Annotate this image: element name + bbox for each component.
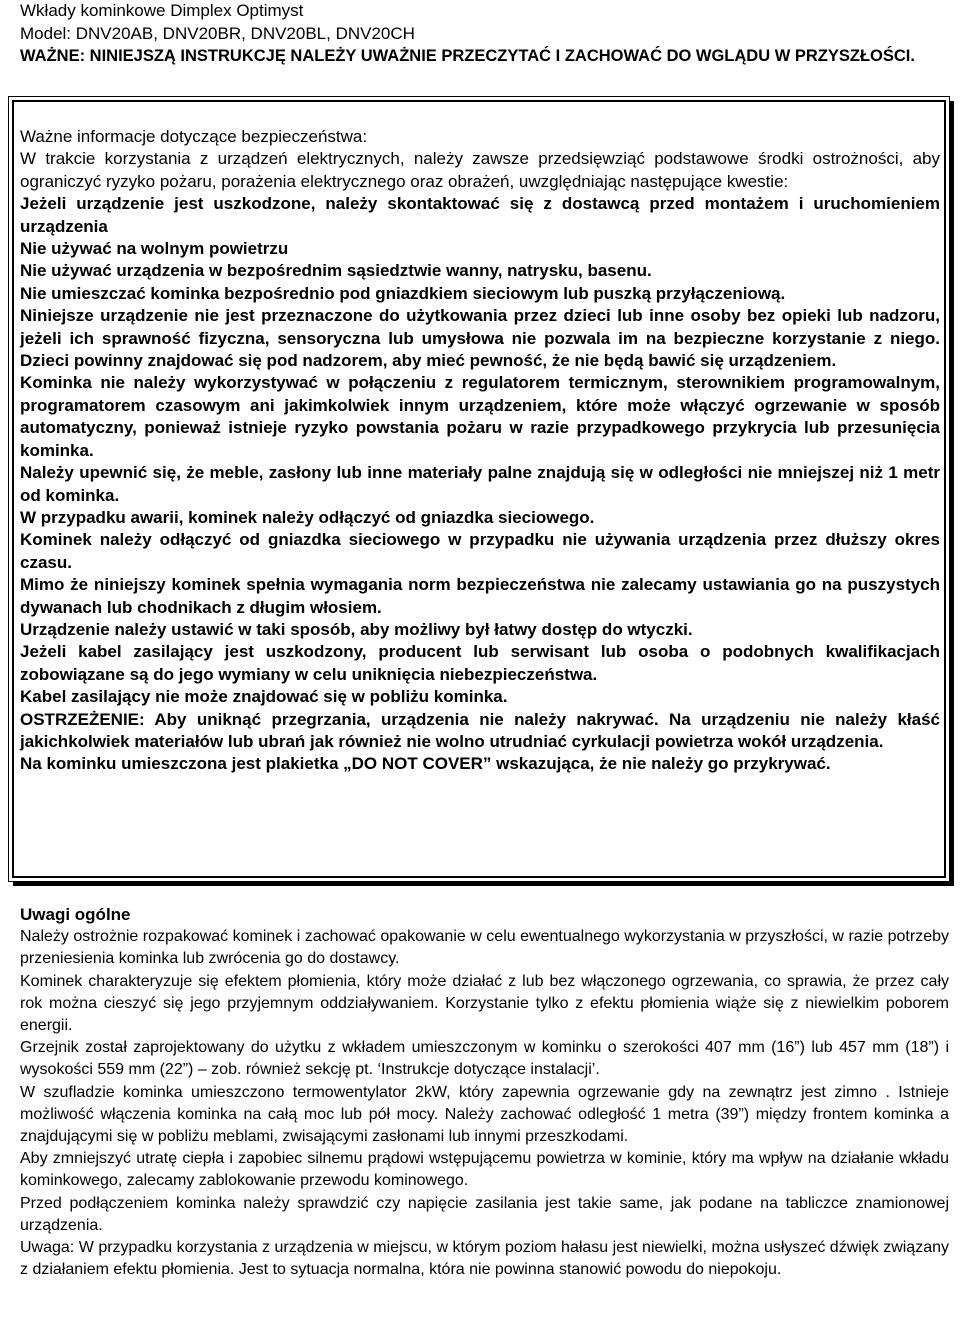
safety-item: Jeżeli urządzenie jest uszkodzone, należy skontaktować się z dostawcą przed montażem i uruchomieniem urządzenia — [20, 194, 940, 236]
model-line: Model: DNV20AB, DNV20BR, DNV20BL, DNV20CH — [20, 23, 415, 43]
general-paragraph: Kominek charakteryzuje się efektem płomienia, który może działać z lub bez włączonego ogrzewania, co sprawia, że przez cały rok można cieszyć się jego przyjemnym oddziaływaniem. Korzystanie tylko z efektu płomienia wiąże się z niewielkim poborem energii. — [20, 972, 949, 1035]
safety-item: Nie umieszczać kominka bezpośrednio pod gniazdkiem sieciowym lub puszką przyłączeniową. — [20, 283, 786, 303]
safety-item: Urządzenie należy ustawić w taki sposób, aby możliwy był łatwy dostęp do wtyczki. — [20, 619, 693, 639]
safety-box-shadow-bottom — [13, 882, 954, 886]
safety-item: Należy upewnić się, że meble, zasłony lub inne materiały palne znajdują się w odległości nie mniejszej niż 1 metr od kominka. — [20, 463, 940, 505]
safety-item: Niniejsze urządzenie nie jest przeznaczone do użytkowania przez dzieci lub inne osoby bez opieki lub nadzoru, jeżeli ich sprawność fizyczna, sensoryczna lub umysłowa nie pozwala im na bezpieczne korzystanie z niego. Dzieci powinny znajdować się pod nadzorem, aby mieć pewność, że nie będą bawić się urządzeniem. — [20, 306, 940, 371]
document-header — [20, 0, 945, 67]
safety-box-shadow-right — [950, 101, 954, 886]
safety-item: Kabel zasilający nie może znajdować się w pobliżu kominka. — [20, 687, 508, 707]
important-warning: WAŻNE: NINIEJSZĄ INSTRUKCJĘ NALEŻY UWAŻNIE PRZECZYTAĆ I ZACHOWAĆ DO WGLĄDU W PRZYSZŁOŚCI. — [20, 47, 915, 65]
general-paragraph: Uwaga: W przypadku korzystania z urządzenia w miejscu, w którym poziom hałasu jest niewielki, można usłyszeć dźwięk związany z działaniem efektu płomienia. Jest to sytuacja normalna, która nie powinna stanowić powodu do niepokoju. — [20, 1239, 949, 1279]
safety-item: Na kominku umieszczona jest plakietka „DO NOT COVER” wskazująca, że nie należy go przykrywać. — [20, 754, 831, 774]
general-paragraph: W szufladzie kominka umieszczono termowentylator 2kW, który zapewnia ogrzewanie gdy na zewnątrz jest zimno . Istnieje możliwość włączenia kominka na całą moc lub pół mocy. Należy zachować odległość 1 metra (39”) między frontem kominka a znajdującymi się w pobliżu meblami, zwisającymi zasłonami lub innymi przeszkodami. — [20, 1083, 949, 1146]
safety-item: Nie używać urządzenia w bezpośrednim sąsiedztwie wanny, natrysku, basenu. — [20, 261, 652, 281]
safety-item: Nie używać na wolnym powietrzu — [20, 239, 289, 259]
safety-intro: W trakcie korzystania z urządzeń elektrycznych, należy zawsze przedsięwziąć podstawowe środki ostrożności, aby ograniczyć ryzyko pożaru, porażenia elektrycznego oraz obrażeń, uwzględniając następujące kwestie: — [20, 149, 940, 191]
general-notes-title: Uwagi ogólne — [20, 905, 131, 924]
safety-item: W przypadku awarii, kominek należy odłączyć od gniazdka sieciowego. — [20, 507, 595, 527]
safety-item: Mimo że niniejszy kominek spełnia wymagania norm bezpieczeństwa nie zalecamy ustawiania go na puszystych dywanach lub chodnikach z długim włosiem. — [20, 575, 940, 617]
safety-item: Kominek należy odłączyć od gniazdka sieciowego w przypadku nie używania urządzenia przez dłuższy okres czasu. — [20, 530, 940, 572]
safety-heading: Ważne informacje dotyczące bezpieczeństwa: — [20, 127, 368, 146]
document-title: Wkłady kominkowe Dimplex Optimyst — [20, 1, 304, 20]
general-paragraph: Aby zmniejszyć utratę ciepła i zapobiec silnemu prądowi wstępującemu powietrza w kominie, który ma wpływ na działanie wkładu kominkowego, zalecamy zablokowanie przewodu kominowego. — [20, 1150, 949, 1190]
general-paragraph: Przed podłączeniem kominka należy sprawdzić czy napięcie zasilania jest takie same, jak podane na tabliczce znamionowej urządzenia. — [20, 1194, 949, 1234]
safety-section — [20, 126, 940, 776]
safety-item: Kominka nie należy wykorzystywać w połączeniu z regulatorem termicznym, sterownikiem programowalnym, programatorem czasowym ani jakimkolwiek innym urządzeniem, które może włączyć ogrzewanie w sposób automatyczny, ponieważ istnieje ryzyko powstania pożaru w razie przypadkowego przykrycia lub przesunięcia kominka. — [20, 373, 940, 460]
safety-item: Jeżeli kabel zasilający jest uszkodzony, producent lub serwisant lub osoba o podobnych kwalifikacjach zobowiązane są do jego wymiany w celu uniknięcia niebezpieczeństwa. — [20, 642, 940, 684]
general-paragraph: Należy ostrożnie rozpakować kominek i zachować opakowanie w celu ewentualnego wykorzystania w przyszłości, w razie potrzeby przeniesienia kominka lub zwrócenia go do dostawcy. — [20, 928, 949, 968]
general-paragraph: Grzejnik został zaprojektowany do użytku z wkładem umieszczonym w kominku o szerokości 407 mm (16”) lub 457 mm (18”) i wysokości 559 mm (22”) – zob. również sekcję pt. ‘Instrukcje dotyczące instalacji’. — [20, 1039, 949, 1079]
general-notes-section — [20, 904, 949, 1281]
safety-warning: OSTRZEŻENIE: Aby uniknąć przegrzania, urządzenia nie należy nakrywać. Na urządzeniu nie należy kłaść jakichkolwiek materiałów lub ubrań jak również nie wolno utrudniać cyrkulacji powietrza wokół urządzenia. — [20, 709, 940, 751]
